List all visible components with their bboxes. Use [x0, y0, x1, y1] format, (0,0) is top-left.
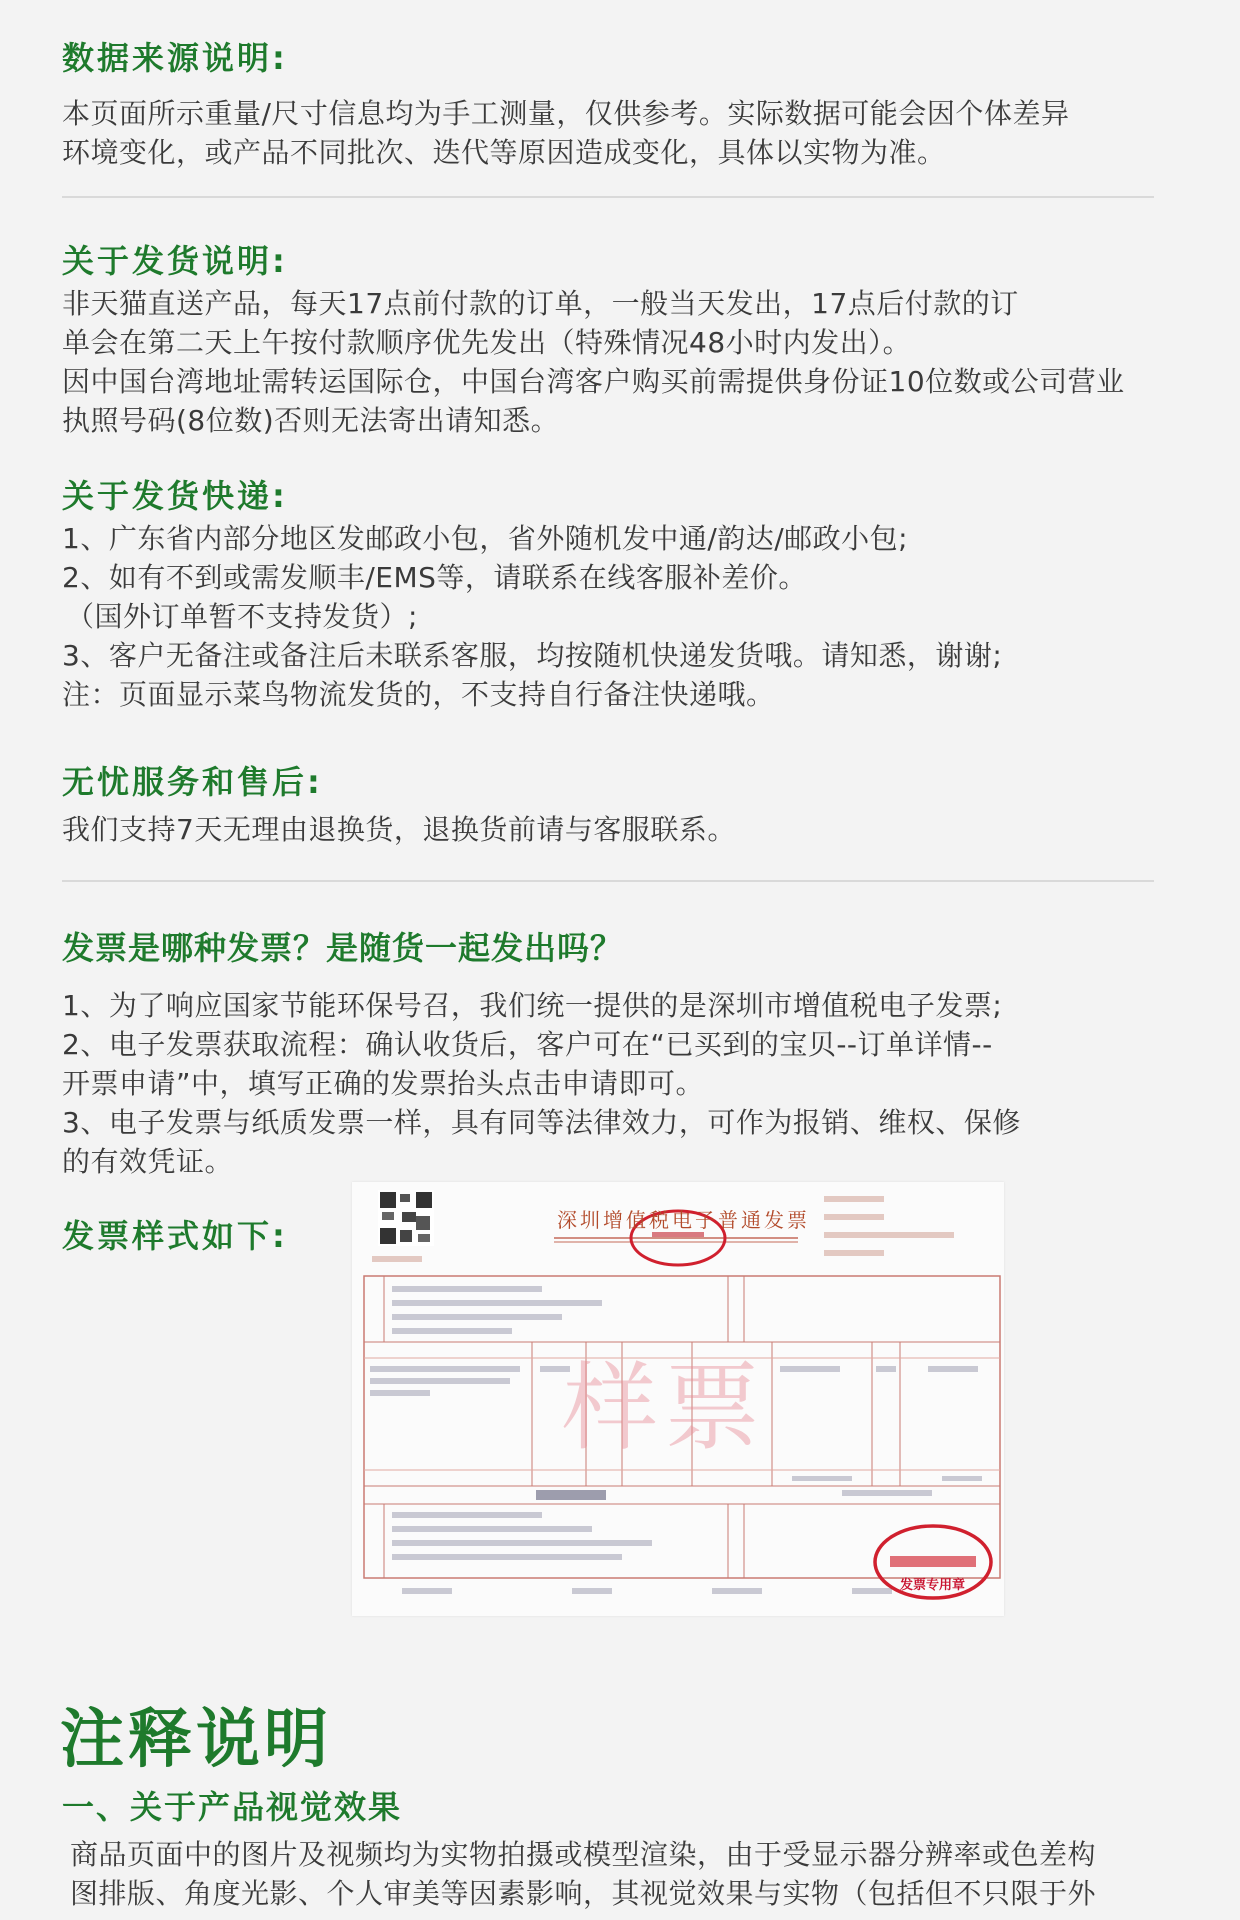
invoice-sample-label-wrap	[62, 1216, 342, 1256]
service-section	[62, 762, 1162, 849]
invoice-stamp-text: 发票专用章	[900, 1578, 966, 1593]
data-source-line-2: 环境变化，或产品不同批次、迭代等原因造成变化，具体以实物为准。	[62, 136, 946, 169]
notes-section	[62, 1787, 1162, 1913]
shipping-section	[62, 241, 1162, 440]
notes-section1-title: 一、关于产品视觉效果	[62, 1788, 403, 1826]
shipping-title: 关于发货说明:	[62, 242, 288, 280]
invoice-faq-line-5: 的有效凭证。	[62, 1145, 234, 1178]
courier-section	[62, 476, 1162, 714]
notes-line-2: 图排版、角度光影、个人审美等因素影响，其视觉效果与实物（包括但不只限于外	[70, 1877, 1097, 1910]
courier-line-3: （国外订单暂不支持发货）;	[66, 600, 418, 633]
qr-code-icon	[378, 1190, 434, 1246]
divider	[62, 880, 1154, 882]
notes-line-1: 商品页面中的图片及视频均为实物拍摄或模型渲染，由于受显示器分辨率或色差构	[70, 1838, 1097, 1871]
divider	[62, 196, 1154, 198]
service-line-1: 我们支持7天无理由退换货，退换货前请与客服联系。	[62, 813, 736, 846]
invoice-sample-label: 发票样式如下:	[62, 1217, 288, 1255]
data-source-title: 数据来源说明:	[62, 39, 288, 77]
invoice-faq-line-1: 1、为了响应国家节能环保号召，我们统一提供的是深圳市增值税电子发票;	[62, 989, 1003, 1022]
notes-title: 注释说明	[60, 1703, 332, 1777]
courier-title: 关于发货快递:	[62, 477, 288, 515]
invoice-faq-line-4: 3、电子发票与纸质发票一样，具有同等法律效力，可作为报销、维权、保修	[62, 1106, 1021, 1139]
invoice-faq-title: 发票是哪种发票？是随货一起发出吗？	[62, 929, 624, 967]
courier-line-5: 注：页面显示菜鸟物流发货的，不支持自行备注快递哦。	[62, 678, 775, 711]
shipping-line-1: 非天猫直送产品，每天17点前付款的订单，一般当天发出，17点后付款的订	[62, 287, 1019, 320]
invoice-faq-section	[62, 928, 1162, 1181]
courier-line-4: 3、客户无备注或备注后未联系客服，均按随机快递发货哦。请知悉，谢谢;	[62, 639, 1003, 672]
courier-line-2: 2、如有不到或需发顺丰/EMS等，请联系在线客服补差价。	[62, 561, 807, 594]
invoice-title: 深圳增值税电子普通发票	[557, 1208, 810, 1232]
service-title: 无忧服务和售后:	[62, 763, 323, 801]
invoice-sample-image	[352, 1182, 1004, 1616]
data-source-line-1: 本页面所示重量/尺寸信息均为手工测量，仅供参考。实际数据可能会因个体差异	[62, 97, 1070, 130]
shipping-line-3: 因中国台湾地址需转运国际仓，中国台湾客户购买前需提供身份证10位数或公司营业	[62, 365, 1125, 398]
courier-line-1: 1、广东省内部分地区发邮政小包，省外随机发中通/韵达/邮政小包;	[62, 522, 909, 555]
invoice-faq-line-3: 开票申请”中，填写正确的发票抬头点击申请即可。	[62, 1067, 705, 1100]
invoice-watermark: 样票	[562, 1352, 766, 1464]
shipping-line-2: 单会在第二天上午按付款顺序优先发出（特殊情况48小时内发出）。	[62, 326, 912, 359]
invoice-faq-line-2: 2、电子发票获取流程：确认收货后，客户可在“已买到的宝贝--订单详情--	[62, 1028, 993, 1061]
data-source-section	[62, 38, 1162, 172]
shipping-line-4: 执照号码(8位数)否则无法寄出请知悉。	[62, 404, 560, 437]
